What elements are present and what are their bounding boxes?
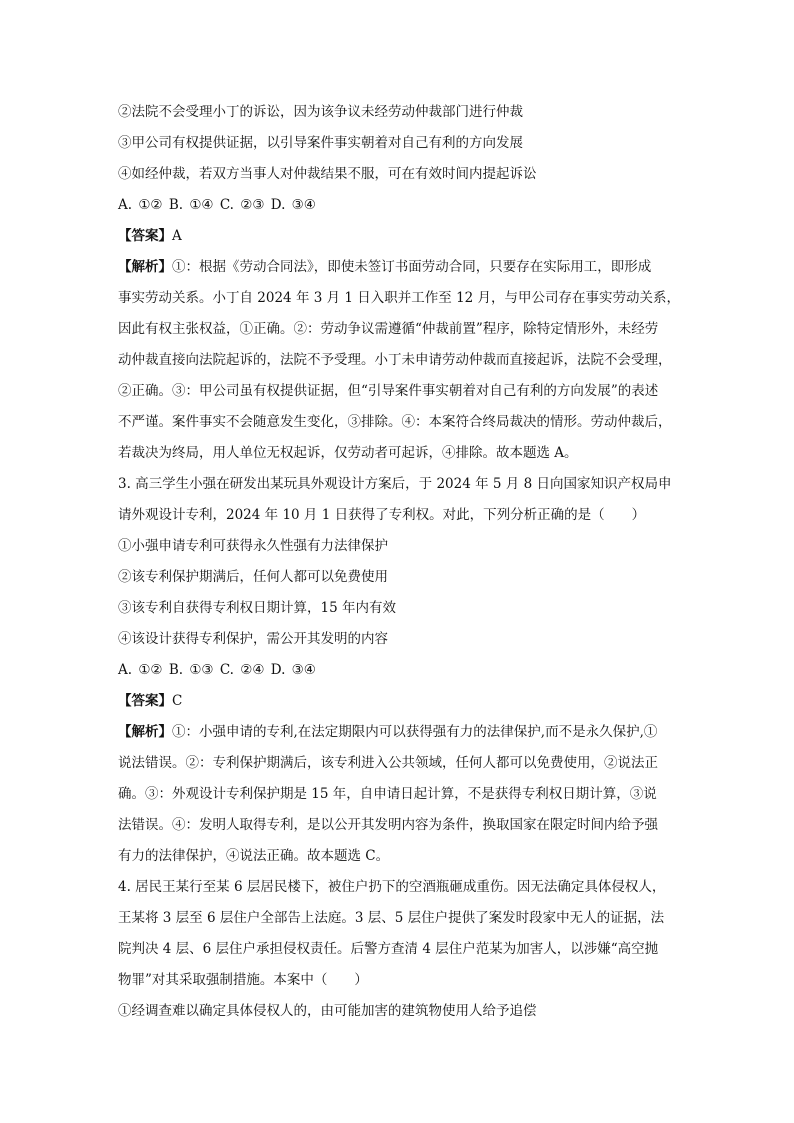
q2-analysis [118, 258, 681, 462]
analysis-line: 法错误。④：发明人取得专利，是以公开其发明内容为条件，换取国家在限定时间内给予强 [118, 817, 658, 833]
q3-stem [118, 475, 678, 524]
answer-tag: 【答案】 [118, 228, 172, 244]
analysis-line: 有力的法律保护，④说法正确。故本题选 C。 [118, 848, 390, 864]
q3-choices: A. ①② B. ①③ C. ②④ D. ③④ [118, 662, 316, 678]
stem-line: 物罪”对其采取强制措施。本案中（ ） [118, 972, 368, 988]
q4-option-1: ①经调查难以确定具体侵权人的，由可能加害的建筑物使用人给予追偿 [118, 1003, 537, 1019]
q2-option-3: ③甲公司有权提供证据，以引导案件事实朝着对自己有利的方向发展 [118, 135, 523, 151]
answer-value: A [172, 228, 182, 244]
q2-option-4: ④如经仲裁，若双方当事人对仲裁结果不服，可在有效时间内提起诉讼 [118, 166, 537, 182]
stem-line: 院判决 4 层、6 层住户承担侵权责任。后警方查清 4 层住户范某为加害人，以涉嫌“高空抛 [118, 941, 659, 957]
q2-answer [118, 227, 678, 245]
analysis-line [118, 723, 678, 741]
q3-answer [118, 692, 678, 710]
analysis-tag: 【解析】 [118, 259, 172, 275]
q2-option-2: ②法院不会受理小丁的诉讼，因为该争议未经劳动仲裁部门进行仲裁 [118, 104, 523, 120]
q3-option-4: ④该设计获得专利保护，需公开其发明的内容 [118, 631, 388, 647]
analysis-text: ①：小强申请的专利,在法定期限内可以获得强有力的法律保护,而不是永久保护,① [172, 724, 658, 740]
q3-analysis [118, 723, 678, 865]
q3-option-1: ①小强申请专利可获得永久性强有力法律保护 [118, 538, 388, 554]
analysis-line: 因此有权主张权益，①正确。②：劳动争议需遵循“仲裁前置”程序，除特定情形外，未经劳 [118, 321, 659, 337]
q2-choices: A. ①② B. ①④ C. ②③ D. ③④ [118, 197, 316, 213]
q3-option-3: ③该专利自获得专利权日期计算，15 年内有效 [118, 600, 396, 616]
answer-value: C [172, 693, 183, 709]
analysis-tag: 【解析】 [118, 724, 172, 740]
page-content [118, 103, 681, 1033]
analysis-line: ②正确。③：甲公司虽有权提供证据，但“引导案件事实朝着对自己有利的方向发展”的表述 [118, 383, 659, 399]
stem-line: 4. 居民王某行至某 6 层居民楼下，被住户扔下的空酒瓶砸成重伤。因无法确定具体侵权人， [118, 879, 666, 895]
answer-tag: 【答案】 [118, 693, 172, 709]
analysis-line: 若裁决为终局，用人单位无权起诉，仅劳动者可起诉，④排除。故本题选 A。 [118, 445, 578, 461]
stem-line: 3. 高三学生小强在研发出某玩具外观设计方案后，于 2024 年 5 月 8 日向国家知识产权局申 [118, 476, 672, 492]
analysis-line: 动仲裁直接向法院起诉的，法院不予受理。小丁未申请劳动仲裁而直接起诉，法院不会受理， [118, 352, 672, 368]
analysis-line: 说法错误。②：专利保护期满后，该专利进入公共领域，任何人都可以免费使用，②说法正 [118, 755, 658, 771]
analysis-line [118, 258, 678, 276]
q4-stem [118, 878, 678, 989]
analysis-line: 确。③：外观设计专利保护期是 15 年，自申请日起计算，不是获得专利权日期计算，③说 [118, 786, 657, 802]
q3-option-2: ②该专利保护期满后，任何人都可以免费使用 [118, 569, 388, 585]
analysis-line: 不严谨。案件事实不会随意发生变化，③排除。④：本案符合终局裁决的情形。劳动仲裁后， [118, 414, 672, 430]
stem-line: 王某将 3 层至 6 层住户全部告上法庭。3 层、5 层住户提供了案发时段家中无人的证据，法 [118, 910, 665, 926]
analysis-line: 事实劳动关系。小丁自 2024 年 3 月 1 日入职并工作至 12 月，与甲公司存在事实劳动关系， [118, 290, 681, 306]
analysis-text: ①：根据《劳动合同法》，即使未签订书面劳动合同，只要存在实际用工，即形成 [172, 259, 652, 275]
stem-line: 请外观设计专利，2024 年 10 月 1 日获得了专利权。对此，下列分析正确的是（ ） [118, 507, 646, 523]
